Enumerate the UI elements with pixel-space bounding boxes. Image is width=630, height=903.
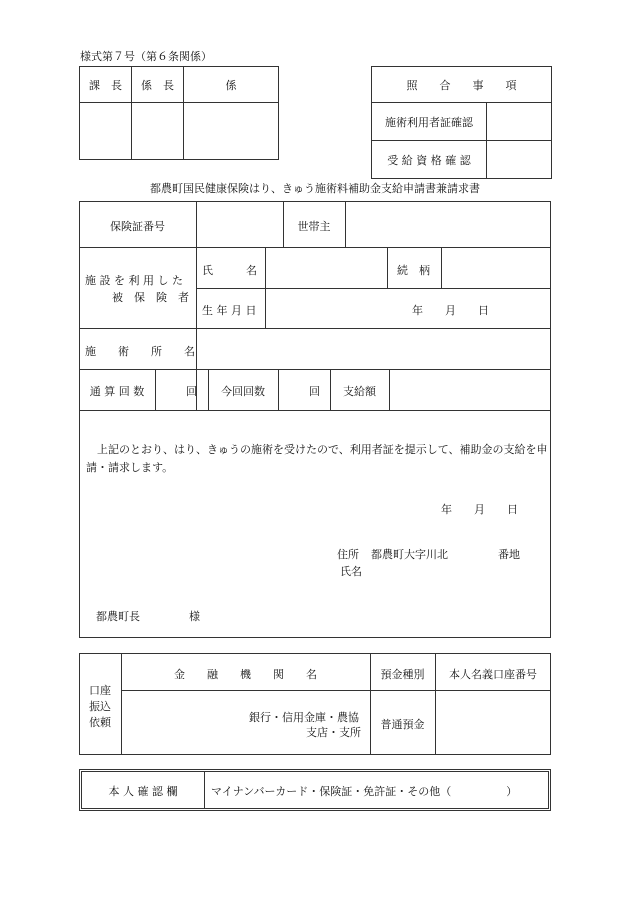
deposit-type-header: 預金種別	[380, 668, 425, 681]
payment-label: 支給額	[343, 385, 376, 398]
relation-field[interactable]	[443, 249, 550, 287]
form-title: 都農町国民健康保険はり、きゅう施術料補助金支給申請書兼請求書	[150, 182, 480, 195]
patient-label-line1: 施 設 を 利 用 し た	[85, 274, 183, 287]
kacho-stamp[interactable]	[80, 103, 132, 160]
householder-label: 世帯主	[297, 220, 331, 233]
kakari-stamp[interactable]	[184, 103, 279, 160]
addressee-label: 都農町長	[96, 610, 140, 623]
total-count-unit: 回	[186, 385, 197, 398]
approval-table	[79, 66, 279, 160]
kakari-label: 係	[184, 67, 279, 103]
institution-header: 金 融 機 関 名	[174, 668, 317, 681]
clinic-name-field[interactable]	[198, 330, 550, 368]
patient-label-line2: 被 保 険 者	[112, 291, 189, 304]
householder-field[interactable]	[347, 203, 550, 246]
payment-field[interactable]	[391, 371, 550, 409]
check-header: 照 合 事 項	[372, 67, 552, 103]
shimei-label: 氏名	[340, 565, 362, 578]
identity-label: 本 人 確 認 欄	[108, 785, 178, 798]
this-count-unit: 回	[309, 385, 320, 398]
name-label: 氏 名	[202, 264, 257, 277]
check-table	[371, 66, 552, 179]
sign-date[interactable]: 年 月 日	[441, 503, 518, 516]
insurance-no-label: 保険証番号	[110, 220, 165, 233]
kakaricho-label: 係 長	[132, 67, 184, 103]
check-eligibility-cell[interactable]	[487, 141, 552, 179]
statement-text: 上記のとおり、はり、きゅうの施術を受けたので、利用者証を提示して、補助金の支給を申請・請求します。	[86, 443, 548, 474]
kacho-label: 課 長	[80, 67, 132, 103]
sama-label: 様	[189, 610, 200, 623]
bank-types: 銀行・信用金庫・農協	[249, 711, 359, 724]
account-no-header: 本人名義口座番号	[449, 668, 537, 681]
relation-label: 続 柄	[397, 264, 430, 277]
form-number: 様式第７号（第６条関係）	[80, 50, 212, 63]
branch-types: 支店・支所	[306, 726, 361, 739]
check-user-cert-cell[interactable]	[487, 103, 552, 141]
birthdate-label: 生 年 月 日	[202, 304, 257, 317]
total-count-label: 通 算 回 数	[89, 385, 145, 398]
check-row-user-cert: 施術利用者証確認	[372, 103, 487, 141]
this-count-label: 今回回数	[221, 385, 265, 398]
check-row-eligibility: 受 給 資 格 確 認	[372, 141, 487, 179]
identity-options[interactable]: マイナンバーカード・保険証・免許証・その他（ ）	[211, 785, 518, 798]
kakaricho-stamp[interactable]	[132, 103, 184, 160]
address-value: 都農町大字川北	[371, 548, 448, 561]
bank-transfer-label: 口座 振込 依頼	[89, 684, 111, 729]
address-label: 住所	[337, 548, 359, 561]
insurance-no-field[interactable]	[198, 203, 282, 246]
deposit-type-value: 普通預金	[380, 718, 425, 731]
name-field[interactable]	[267, 249, 386, 287]
birthdate-field[interactable]: 年 月 日	[412, 304, 489, 317]
banchi-label: 番地	[498, 548, 520, 561]
clinic-name-label: 施 術 所 名	[85, 345, 195, 358]
account-no-field[interactable]	[437, 692, 550, 754]
